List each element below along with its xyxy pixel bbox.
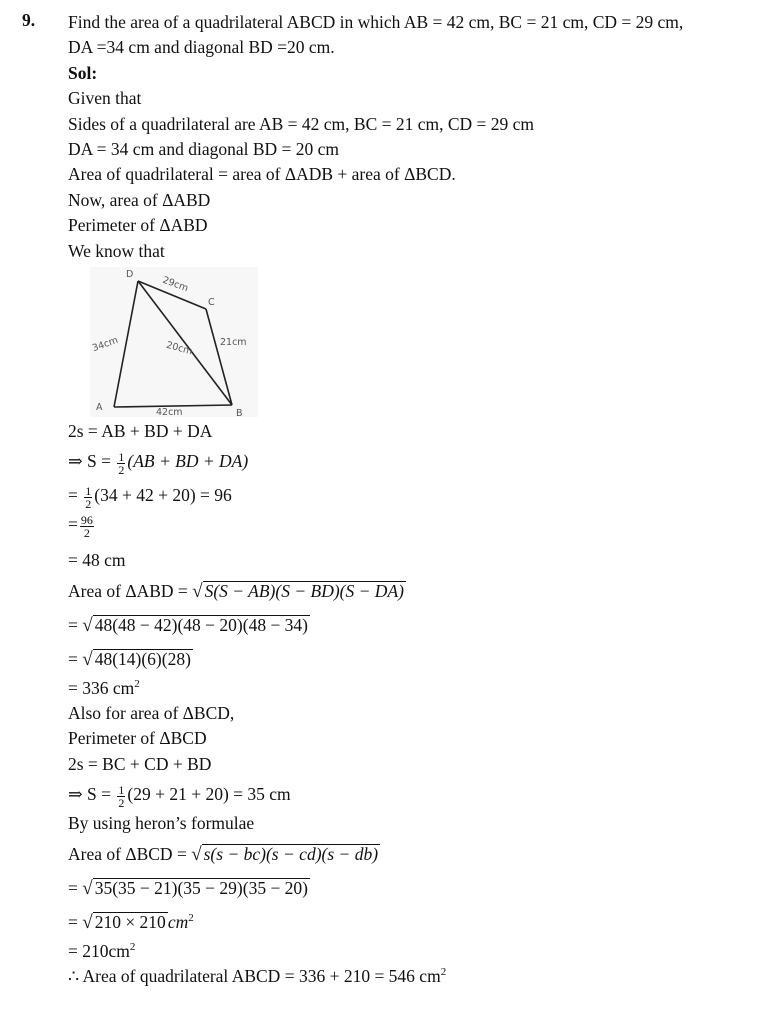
label-bd-length: 20cm xyxy=(165,339,194,358)
now-area-abd: Now, area of ΔABD xyxy=(68,189,211,210)
question-number: 9. xyxy=(22,10,36,30)
eq-body: (AB + BD + DA) xyxy=(127,451,249,472)
sqrt-icon: √ xyxy=(82,911,93,933)
vertex-label-d: D xyxy=(126,268,134,280)
given-text: Given that xyxy=(68,88,142,109)
fraction-96-over-2 xyxy=(80,514,94,539)
radicand: s(s − bc)(s − cd)(s − db) xyxy=(203,843,379,864)
eq-body: (29 + 21 + 20) = 35 cm xyxy=(127,784,291,805)
vertex-label-c: C xyxy=(208,296,215,308)
radicand: S(S − AB)(S − BD)(S − DA) xyxy=(204,580,404,601)
radicand: 48(14)(6)(28) xyxy=(94,648,191,669)
eq-prefix: = xyxy=(68,877,83,898)
fraction-half xyxy=(84,485,92,510)
fraction-denominator: 2 xyxy=(85,496,92,511)
final-answer xyxy=(68,964,758,989)
label-da-length: 34cm xyxy=(90,334,120,355)
fraction-numerator: 1 xyxy=(118,449,125,464)
bcd-semi-perimeter-eq-1: 2s = BC + CD + BD xyxy=(68,753,212,774)
final-text: ∴ Area of quadrilateral ABCD = 336 + 210 = 546 cm xyxy=(68,966,441,987)
also-bcd: Also for area of ΔBCD, xyxy=(68,703,235,724)
area-bcd-result xyxy=(68,939,758,964)
sqrt-icon: √ xyxy=(82,877,93,899)
fraction-half xyxy=(117,451,125,476)
superscript: 2 xyxy=(134,677,140,690)
formula-prefix: Area of ΔABD = xyxy=(68,580,193,601)
area-bcd-step-1 xyxy=(68,871,758,905)
bcd-semi-perimeter-eq-2 xyxy=(68,777,758,811)
eq-body: (34 + 42 + 20) = 96 xyxy=(94,485,232,506)
radicand: 48(48 − 42)(48 − 20)(48 − 34) xyxy=(94,614,309,635)
sides-line-2: DA = 34 cm and diagonal BD = 20 cm xyxy=(68,138,340,159)
vertex-label-b: B xyxy=(236,407,243,419)
question-text-line-2: DA =34 cm and diagonal BD =20 cm. xyxy=(68,37,335,58)
fraction-numerator: 1 xyxy=(118,782,125,797)
eq-prefix: = xyxy=(68,614,83,635)
semi-perimeter-eq-2 xyxy=(68,444,758,478)
superscript: 2 xyxy=(188,911,194,924)
result-text: = 210cm xyxy=(68,940,130,961)
semi-perimeter-eq-3 xyxy=(68,478,758,512)
area-abd-step-1 xyxy=(68,608,758,642)
result-text: = 336 cm xyxy=(68,677,135,698)
question-text-line-1: Find the area of a quadrilateral ABCD in which AB = 42 cm, BC = 21 cm, CD = 29 cm, xyxy=(68,12,684,32)
sides-line-1: Sides of a quadrilateral are AB = 42 cm, BC = 21 cm, CD = 29 cm xyxy=(68,113,535,134)
sqrt-icon: √ xyxy=(82,614,93,636)
eq-prefix: = xyxy=(68,485,83,506)
perimeter-bcd: Perimeter of ΔBCD xyxy=(68,728,207,749)
radicand: 35(35 − 21)(35 − 29)(35 − 20) xyxy=(94,877,309,898)
semi-perimeter-eq-1: 2s = AB + BD + DA xyxy=(68,420,213,441)
eq-prefix: ⇒ S = xyxy=(68,784,116,805)
sqrt-icon: √ xyxy=(191,843,202,865)
area-bcd-step-2 xyxy=(68,905,758,939)
sqrt-icon: √ xyxy=(82,648,93,670)
label-ab-length: 42cm xyxy=(156,406,183,418)
fraction-denominator: 2 xyxy=(118,462,125,477)
fraction-numerator: 1 xyxy=(85,483,92,498)
fraction-denominator: 2 xyxy=(118,795,125,810)
formula-prefix: Area of ΔBCD = xyxy=(68,843,192,864)
area-relation: Area of quadrilateral = area of ΔADB + area of ΔBCD. xyxy=(68,164,456,185)
area-bcd-formula xyxy=(68,837,758,871)
area-abd-formula xyxy=(68,574,758,608)
area-abd-result xyxy=(68,676,758,701)
solution-content xyxy=(68,10,758,989)
perimeter-abd: Perimeter of ΔABD xyxy=(68,215,208,236)
fraction-numerator: 96 xyxy=(80,512,93,527)
side-cb xyxy=(206,309,232,405)
semi-perimeter-result: = 48 cm xyxy=(68,550,126,571)
area-abd-step-2 xyxy=(68,642,758,676)
quadrilateral-figure xyxy=(90,267,258,417)
vertex-label-a: A xyxy=(96,401,103,413)
unit-text: cm xyxy=(167,911,189,932)
label-bc-length: 21cm xyxy=(220,336,247,348)
we-know-that: We know that xyxy=(68,240,165,261)
sqrt-icon: √ xyxy=(192,580,203,602)
superscript: 2 xyxy=(440,966,447,979)
fraction-denominator: 2 xyxy=(83,525,90,540)
eq-prefix: = xyxy=(68,648,83,669)
eq-prefix: = xyxy=(68,911,83,932)
herons-formula-note: By using heron’s formulae xyxy=(68,813,255,834)
semi-perimeter-eq-4 xyxy=(68,512,758,548)
superscript: 2 xyxy=(129,940,136,953)
radicand: 210 × 210 xyxy=(94,911,166,932)
fraction-half xyxy=(117,784,125,809)
eq-prefix: ⇒ S = xyxy=(68,451,116,472)
solution-heading: Sol: xyxy=(68,62,98,83)
label-cd-length: 29cm xyxy=(160,274,190,295)
eq-prefix: = xyxy=(68,514,78,535)
